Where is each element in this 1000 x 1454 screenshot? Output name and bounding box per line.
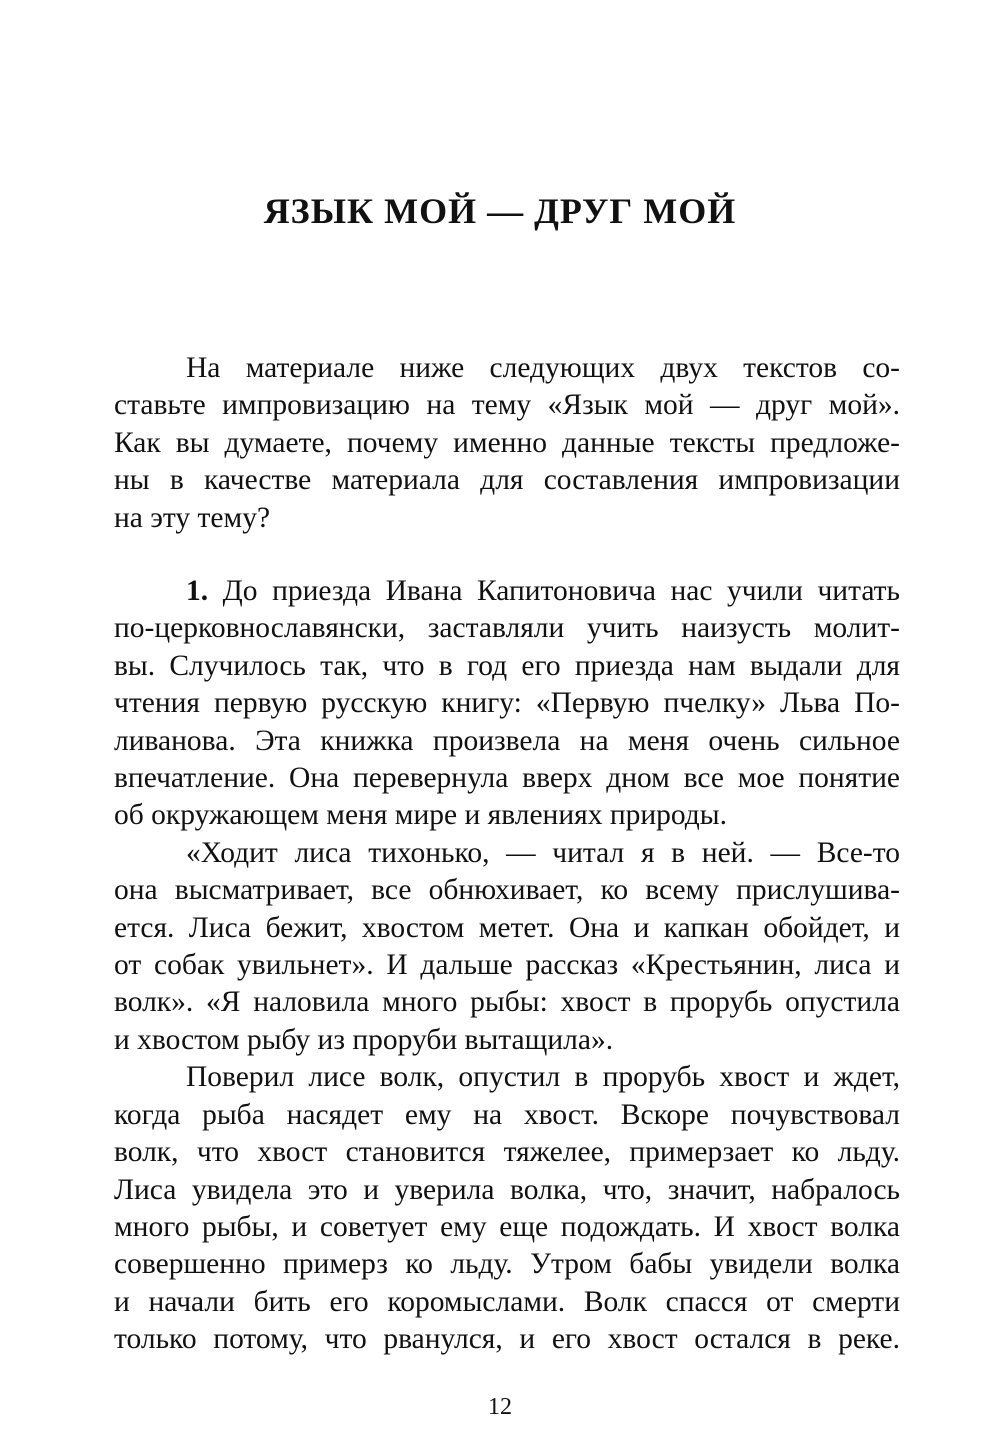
text-line: На материале ниже следующих двух текстов со-	[186, 352, 900, 384]
intro-paragraph	[114, 350, 900, 537]
text-line: Лиса увидела это и уверила волка, что, значит, набралось	[114, 1173, 900, 1206]
text-line: До приезда Ивана Капитоновича нас учили читать	[208, 575, 900, 607]
text-line: по-церковнославянски, заставляли учить наизусть молит-	[114, 612, 900, 645]
chapter-title: ЯЗЫК МОЙ — ДРУГ МОЙ	[263, 191, 737, 231]
text-line: волк». «Я наловила много рыбы: хвост в прорубь опустила	[114, 986, 900, 1019]
text-line: только потому, что рванулся, и его хвост остался в реке.	[114, 1323, 900, 1356]
text-line: ны в качестве материала для составления импровизации	[114, 464, 900, 497]
text-line: вы. Случилось так, что в год его приезда нам выдали для	[114, 649, 900, 682]
text-line: чтения первую русскую книгу: «Первую пчелку» Льва По-	[114, 687, 900, 720]
text-line: когда рыба насядет ему на хвост. Вскоре почувствовал	[114, 1098, 900, 1131]
text-line: впечатление. Она перевернула вверх дном все мое понятие	[114, 762, 900, 795]
story-text	[114, 573, 900, 1359]
text-line: и хвостом рыбу из проруби вытащила».	[114, 1023, 614, 1056]
text-line: ливанова. Эта книжка произвела на меня очень сильное	[114, 724, 900, 757]
text-line: Поверил лисе волк, опустил в прорубь хвост и ждет,	[186, 1061, 900, 1094]
text-line: много рыбы, и советует ему еще подождать. И хвост волка	[114, 1210, 900, 1243]
text-line: Как вы думаете, почему именно данные тексты предложе-	[114, 426, 900, 459]
text-line: «Ходит лиса тихонько, — читал я в ней. — Все-то	[186, 836, 900, 869]
text-line: на эту тему?	[114, 501, 271, 534]
text-line: ставьте импровизацию на тему «Язык мой — друг мой».	[114, 389, 900, 422]
text-line-numbered	[114, 573, 900, 610]
page-number: 12	[488, 1394, 512, 1420]
text-line: и начали бить его коромыслами. Волк спасся от смерти	[114, 1285, 900, 1318]
text-line: волк, что хвост становится тяжелее, примерзает ко льду.	[114, 1136, 900, 1169]
text-line: совершенно примерз ко льду. Утром бабы увидели волка	[114, 1248, 900, 1281]
text-line: ется. Лиса бежит, хвостом метет. Она и капкан обойдет, и	[114, 911, 900, 944]
text-line: об окружающем меня мире и явлениях природы.	[114, 799, 728, 832]
text-line: от собак увильнет». И дальше рассказ «Крестьянин, лиса и	[114, 949, 900, 982]
text-line: она высматривает, все обнюхивает, ко всему прислушива-	[114, 874, 900, 907]
story-number: 1.	[186, 575, 209, 607]
